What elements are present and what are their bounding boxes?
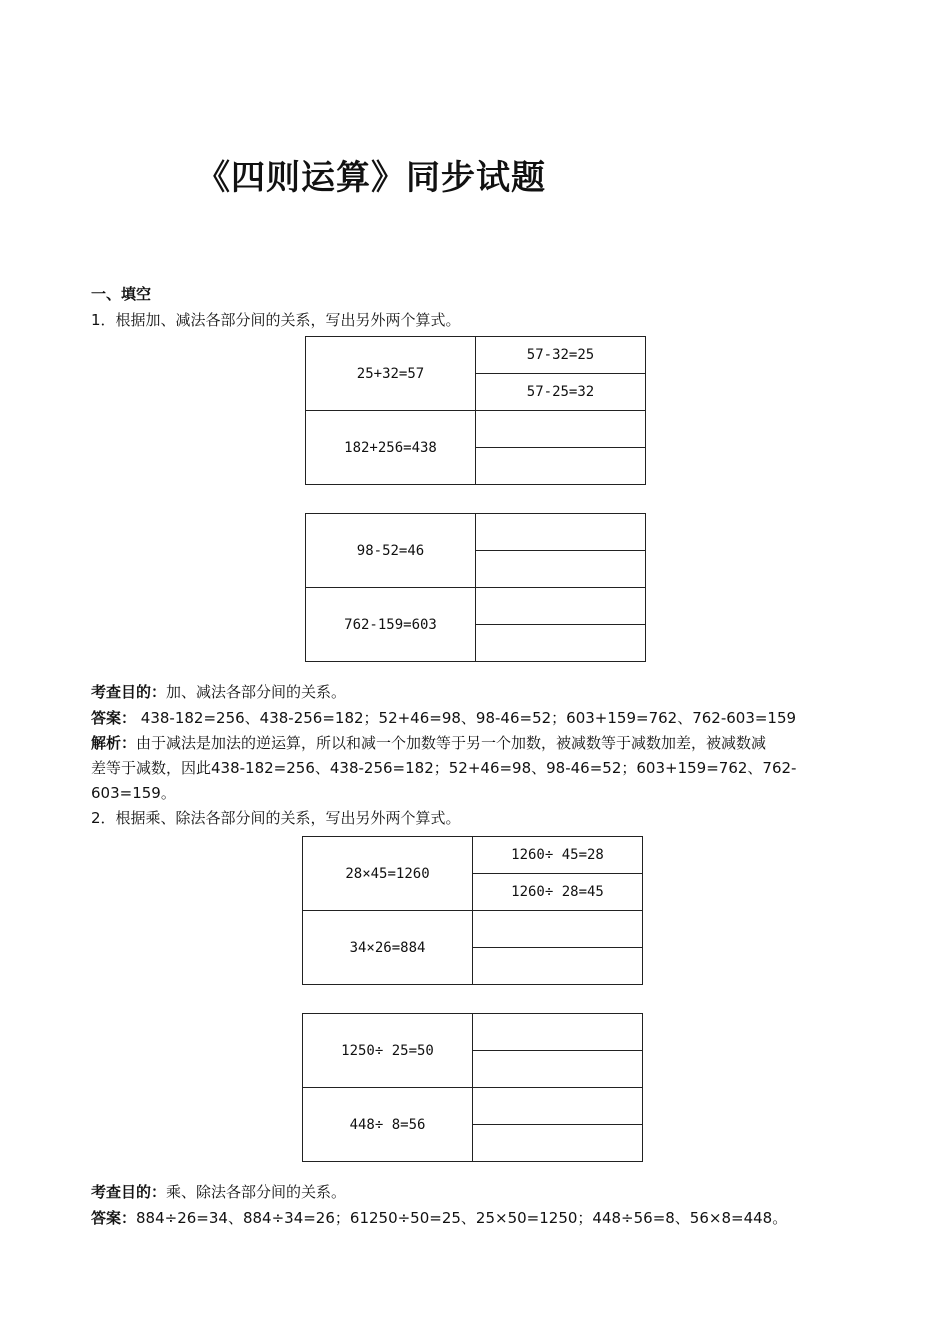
answer-cell (473, 1051, 643, 1088)
question-1-prompt: 1．根据加、减法各部分间的关系，写出另外两个算式。 (91, 311, 461, 329)
q2-table-1 (302, 836, 643, 985)
answer-cell (476, 514, 646, 551)
equation-cell: 98-52=46 (306, 514, 476, 588)
purpose-label: 考查目的： (91, 1183, 167, 1201)
answer-cell (473, 1014, 643, 1051)
purpose-label: 考查目的： (91, 683, 167, 701)
q2-table-2 (302, 1013, 643, 1162)
q2-answer (91, 1208, 787, 1228)
answer-cell: 1260÷ 45=28 (473, 837, 643, 874)
answer-cell (476, 448, 646, 485)
answer-label: 答案： (91, 709, 137, 727)
purpose-text: 加、减法各部分间的关系。 (166, 683, 347, 701)
section-heading: 一、填空 (91, 285, 152, 303)
answer-cell (473, 948, 643, 985)
page-title: 《四则运算》同步试题 (196, 158, 546, 198)
purpose-text: 乘、除法各部分间的关系。 (166, 1183, 347, 1201)
answer-text: 438-182=256、438-256=182；52+46=98、98-46=52；603+159=762、762-603=159 (136, 709, 797, 727)
answer-cell: 1260÷ 28=45 (473, 874, 643, 911)
q1-analysis (91, 733, 766, 753)
q1-table-2 (305, 513, 646, 662)
equation-cell: 34×26=884 (303, 911, 473, 985)
q1-answer (91, 708, 796, 728)
question-2-prompt: 2．根据乘、除法各部分间的关系，写出另外两个算式。 (91, 809, 461, 827)
analysis-label: 解析： (91, 734, 137, 752)
equation-cell: 762-159=603 (306, 588, 476, 662)
answer-label: 答案： (91, 1209, 137, 1227)
equation-cell: 182+256=438 (306, 411, 476, 485)
q2-purpose (91, 1182, 346, 1202)
q1-table-1 (305, 336, 646, 485)
answer-cell (476, 588, 646, 625)
analysis-text: 由于减法是加法的逆运算，所以和减一个加数等于另一个加数，被减数等于减数加差，被减数减 (136, 734, 767, 752)
equation-cell: 28×45=1260 (303, 837, 473, 911)
answer-cell: 57-32=25 (476, 337, 646, 374)
answer-cell (476, 411, 646, 448)
q1-analysis-line-3: 603=159。 (91, 784, 176, 802)
answer-cell (476, 625, 646, 662)
answer-cell (473, 911, 643, 948)
q1-purpose (91, 682, 346, 702)
answer-cell (473, 1125, 643, 1162)
answer-cell: 57-25=32 (476, 374, 646, 411)
equation-cell: 448÷ 8=56 (303, 1088, 473, 1162)
answer-cell (476, 551, 646, 588)
answer-text: 884÷26=34、884÷34=26；61250÷50=25、25×50=1250；448÷56=8、56×8=448。 (136, 1209, 788, 1227)
equation-cell: 25+32=57 (306, 337, 476, 411)
answer-cell (473, 1088, 643, 1125)
equation-cell: 1250÷ 25=50 (303, 1014, 473, 1088)
q1-analysis-line-2: 差等于减数，因此438-182=256、438-256=182；52+46=98、98-46=52；603+159=762、762- (91, 759, 797, 777)
